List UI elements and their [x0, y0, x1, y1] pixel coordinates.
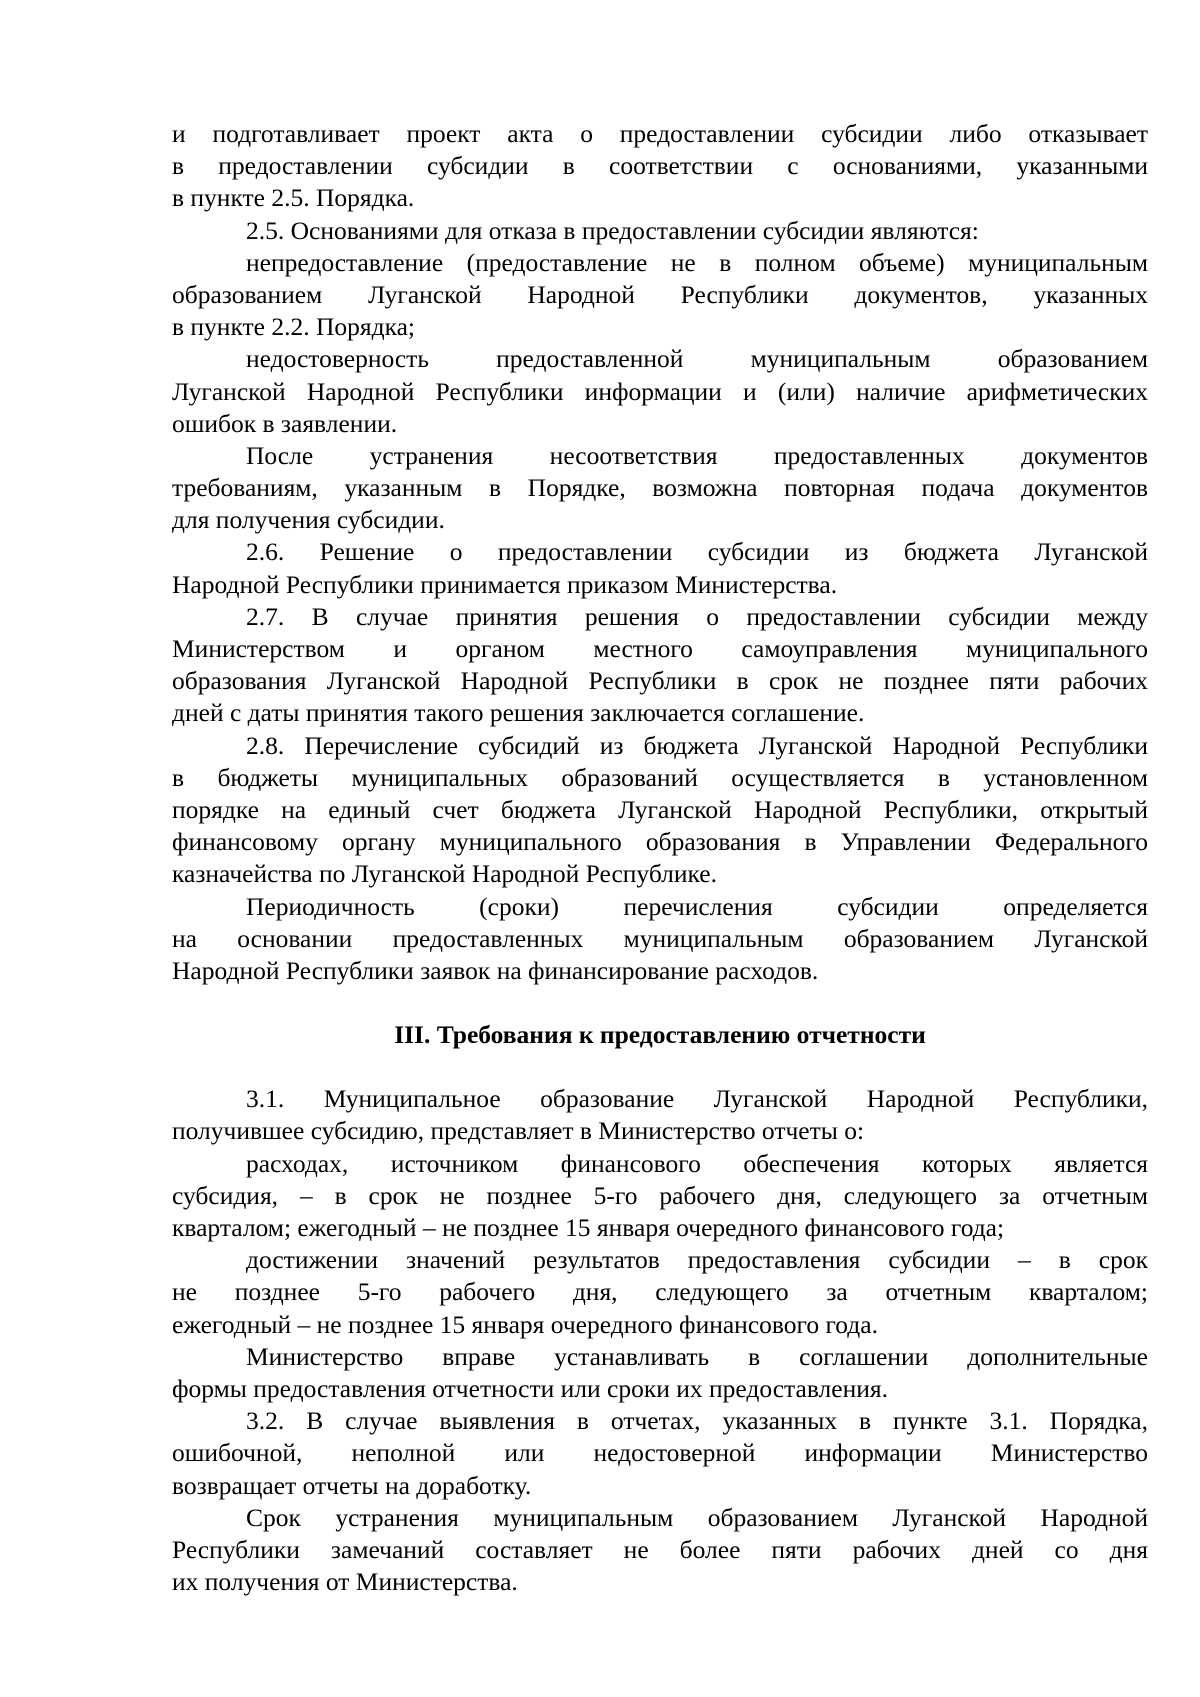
text-line: Министерство вправе устанавливать в соглашении дополнительные: [246, 1341, 1148, 1371]
text-line: расходах, источником финансового обеспечения которых является: [246, 1148, 1148, 1178]
text-line: требованиям, указанным в Порядке, возможна повторная подача документов: [172, 473, 1148, 503]
paragraph: [172, 1502, 1148, 1599]
text-line: Министерством и органом местного самоуправления муниципального: [172, 634, 1148, 663]
paragraph: [172, 118, 1148, 215]
paragraph: [172, 1405, 1148, 1502]
paragraph: [172, 215, 1148, 247]
paragraph: [172, 536, 1148, 600]
text-line: 2.5. Основаниями для отказа в предоставлении субсидии являются:: [246, 215, 979, 245]
text-line: в бюджеты муниципальных образований осуществляется в установленном: [172, 762, 1148, 792]
text-line: После устранения несоответствия предоставленных документов: [246, 440, 1148, 470]
text-line: непредоставление (предоставление не в полном объеме) муниципальным: [246, 247, 1148, 277]
text-line: в пункте 2.2. Порядка;: [172, 312, 415, 342]
document-body: [172, 118, 1148, 1598]
paragraph: [172, 1148, 1148, 1245]
text-line: ошибочной, неполной или недостоверной информации Министерство: [172, 1438, 1148, 1468]
text-line: Луганской Народной Республики информации и (или) наличие арифметических: [172, 376, 1148, 406]
text-line: в пункте 2.5. Порядка.: [172, 183, 415, 213]
text-line: возвращает отчеты на доработку.: [172, 1470, 532, 1500]
text-line: в предоставлении субсидии в соответствии с основаниями, указанными: [172, 151, 1148, 181]
text-line: для получения субсидии.: [172, 505, 445, 535]
text-line: 2.7. В случае принятия решения о предоставлении субсидии между: [246, 601, 1148, 631]
text-line: образования Луганской Народной Республики в срок не позднее пяти рабочих: [172, 666, 1148, 696]
paragraph: [172, 601, 1148, 730]
text-line: дней с даты принятия такого решения заключается соглашение.: [172, 698, 865, 728]
text-line: Народной Республики заявок на финансирование расходов.: [172, 955, 819, 985]
text-line: на основании предоставленных муниципальным образованием Луганской: [172, 923, 1148, 953]
text-line: образованием Луганской Народной Республики документов, указанных: [172, 279, 1148, 309]
text-line: недостоверность предоставленной муниципальным образованием: [246, 344, 1148, 374]
paragraph: [172, 891, 1148, 988]
text-line: ежегодный – не позднее 15 января очередного финансового года.: [172, 1309, 878, 1339]
text-line: Народной Республики принимается приказом Министерства.: [172, 569, 838, 599]
text-line: их получения от Министерства.: [172, 1567, 518, 1597]
section-heading: III. Требования к предоставлению отчетности: [394, 1020, 926, 1050]
text-line: 2.8. Перечисление субсидий из бюджета Луганской Народной Республики: [246, 730, 1148, 760]
text-line: достижении значений результатов предоставления субсидии – в срок: [246, 1245, 1148, 1275]
paragraph: [172, 247, 1148, 344]
text-line: 3.1. Муниципальное образование Луганской Народной Республики,: [246, 1084, 1148, 1114]
text-line: 3.2. В случае выявления в отчетах, указанных в пункте 3.1. Порядка,: [246, 1406, 1148, 1436]
text-line: субсидия, – в срок не позднее 5-го рабочего дня, следующего за отчетным: [172, 1180, 1148, 1210]
paragraph: [172, 730, 1148, 891]
text-line: формы предоставления отчетности или сроки их предоставления.: [172, 1373, 888, 1403]
text-line: 2.6. Решение о предоставлении субсидии из бюджета Луганской: [246, 537, 1148, 567]
text-line: Срок устранения муниципальным образованием Луганской Народной: [246, 1502, 1148, 1532]
paragraph: [172, 343, 1148, 440]
text-line: ошибок в заявлении.: [172, 408, 398, 438]
text-line: получившее субсидию, представляет в Министерство отчеты о:: [172, 1116, 865, 1146]
text-line: Республики замечаний составляет не более пяти рабочих дней со дня: [172, 1534, 1148, 1564]
text-line: финансовому органу муниципального образования в Управлении Федерального: [172, 827, 1148, 857]
paragraph: [172, 440, 1148, 537]
text-line: и подготавливает проект акта о предоставлении субсидии либо отказывает: [172, 119, 1148, 148]
text-line: Периодичность (сроки) перечисления субсидии определяется: [246, 891, 1148, 921]
text-line: казначейства по Луганской Народной Республике.: [172, 859, 718, 889]
paragraph: [172, 1341, 1148, 1405]
text-line: не позднее 5-го рабочего дня, следующего за отчетным кварталом;: [172, 1277, 1148, 1307]
text-line: порядке на единый счет бюджета Луганской Народной Республики, открытый: [172, 794, 1148, 824]
text-line: кварталом; ежегодный – не позднее 15 января очередного финансового года;: [172, 1213, 1005, 1242]
paragraph: [172, 1244, 1148, 1341]
paragraph: [172, 1083, 1148, 1147]
